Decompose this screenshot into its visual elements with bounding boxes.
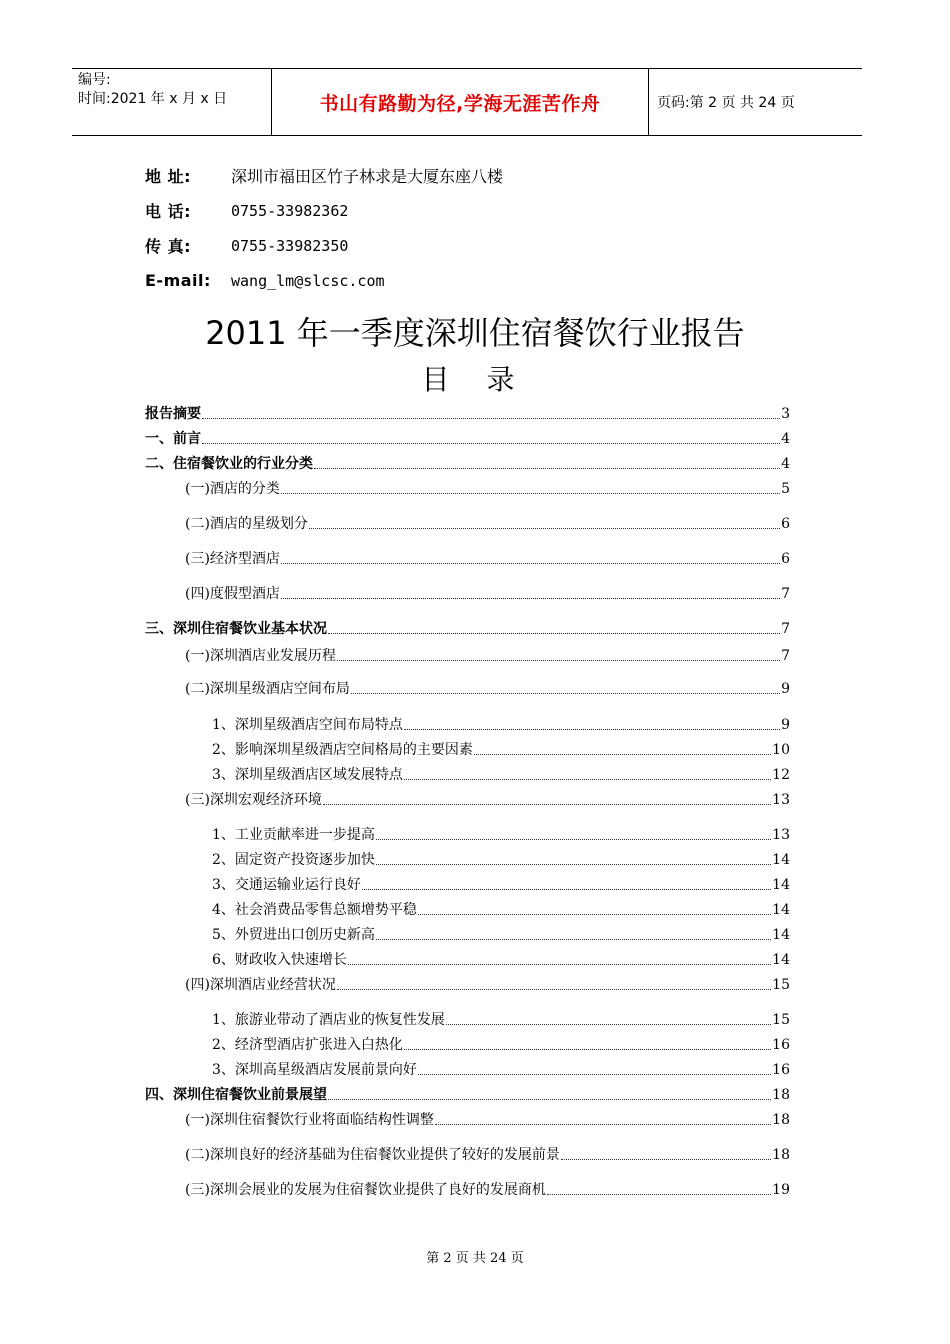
toc-entry-title: (一)酒店的分类 xyxy=(185,481,280,497)
toc-entry[interactable] xyxy=(185,1110,790,1130)
toc-entry[interactable] xyxy=(185,549,790,569)
toc-entry[interactable] xyxy=(212,1035,790,1055)
toc-entry-title: 3、交通运输业运行良好 xyxy=(212,877,361,893)
toc-entry[interactable] xyxy=(185,584,790,604)
toc-entry[interactable] xyxy=(212,875,790,895)
toc-entry-page: 14 xyxy=(772,927,790,943)
toc-entry-title: 5、外贸进出口创历史新高 xyxy=(212,927,375,943)
toc-entry-title: (一)深圳酒店业发展历程 xyxy=(185,648,336,664)
contact-block xyxy=(145,158,503,298)
toc-entry-page: 5 xyxy=(781,481,790,497)
toc-entry-title: 1、旅游业带动了酒店业的恢复性发展 xyxy=(212,1012,445,1028)
toc-entry[interactable] xyxy=(185,975,790,995)
toc-dot-leader xyxy=(446,1024,771,1025)
toc-entry-title: 一、前言 xyxy=(145,431,201,447)
toc-dot-leader xyxy=(418,914,771,915)
document-number-label: 编号: xyxy=(78,72,111,88)
toc-entry-title: 2、影响深圳星级酒店空间格局的主要因素 xyxy=(212,742,473,758)
address-value: 深圳市福田区竹子林求是大厦东座八楼 xyxy=(231,167,504,186)
toc-dot-leader xyxy=(202,418,780,419)
header-motto: 书山有路勤为径,学海无涯苦作舟 xyxy=(272,69,649,135)
fax-value: 0755-33982350 xyxy=(231,236,349,255)
toc-entry[interactable] xyxy=(212,825,790,845)
toc-entry-page: 19 xyxy=(772,1182,790,1198)
toc-entry[interactable] xyxy=(145,429,790,449)
toc-entry-title: (二)深圳星级酒店空间布局 xyxy=(185,681,350,697)
toc-entry[interactable] xyxy=(185,514,790,534)
page-footer: 第 2 页 共 24 页 xyxy=(426,1251,524,1266)
toc-entry-page: 7 xyxy=(781,648,790,664)
contact-fax xyxy=(145,228,503,263)
toc-entry-title: 2、固定资产投资逐步加快 xyxy=(212,852,375,868)
toc-dot-leader xyxy=(561,1159,771,1160)
toc-dot-leader xyxy=(337,989,771,990)
toc-entry[interactable] xyxy=(185,1145,790,1165)
toc-entry[interactable] xyxy=(145,404,790,424)
toc-dot-leader xyxy=(404,729,780,730)
toc-entry[interactable] xyxy=(145,1085,790,1105)
toc-dot-leader xyxy=(404,1049,771,1050)
toc-entry-page: 14 xyxy=(772,852,790,868)
toc-dot-leader xyxy=(281,493,780,494)
report-title: 2011 年一季度深圳住宿餐饮行业报告 xyxy=(205,314,745,352)
email-label: E-mail: xyxy=(145,271,211,290)
toc-dot-leader xyxy=(474,754,771,755)
toc-entry[interactable] xyxy=(212,740,790,760)
toc-entry-page: 3 xyxy=(781,406,790,422)
toc-entry-page: 15 xyxy=(772,1012,790,1028)
address-label: 地 址: xyxy=(145,167,191,186)
toc-entry-page: 18 xyxy=(772,1112,790,1128)
toc-entry-page: 18 xyxy=(772,1147,790,1163)
toc-entry[interactable] xyxy=(145,619,790,639)
toc-dot-leader xyxy=(309,528,780,529)
header-meta xyxy=(72,69,272,135)
toc-dot-leader xyxy=(404,779,771,780)
email-value: wang_lm@slcsc.com xyxy=(231,271,385,290)
toc-entry-title: 二、住宿餐饮业的行业分类 xyxy=(145,456,313,472)
toc-dot-leader xyxy=(328,1099,771,1100)
toc-entry-title: 报告摘要 xyxy=(145,406,201,422)
toc-entry-title: 1、工业贡献率进一步提高 xyxy=(212,827,375,843)
toc-entry-title: 2、经济型酒店扩张进入白热化 xyxy=(212,1037,403,1053)
toc-entry[interactable] xyxy=(212,765,790,785)
phone-label: 电 话: xyxy=(145,202,191,221)
toc-entry-page: 7 xyxy=(781,586,790,602)
toc-dot-leader xyxy=(376,864,771,865)
toc-entry-title: (二)深圳良好的经济基础为住宿餐饮业提供了较好的发展前景 xyxy=(185,1147,560,1163)
toc-dot-leader xyxy=(351,693,780,694)
toc-entry-title: 1、深圳星级酒店空间布局特点 xyxy=(212,717,403,733)
contact-email xyxy=(145,263,503,298)
contact-address xyxy=(145,158,503,193)
toc-entry[interactable] xyxy=(212,900,790,920)
toc-entry-title: (三)深圳会展业的发展为住宿餐饮业提供了良好的发展商机 xyxy=(185,1182,546,1198)
toc-entry[interactable] xyxy=(185,646,790,666)
toc-dot-leader xyxy=(547,1194,771,1195)
toc-entry[interactable] xyxy=(212,715,790,735)
contact-phone xyxy=(145,193,503,228)
toc-entry-title: (三)深圳宏观经济环境 xyxy=(185,792,322,808)
toc-entry[interactable] xyxy=(185,679,790,699)
toc-dot-leader xyxy=(314,468,780,469)
toc-entry-page: 6 xyxy=(781,516,790,532)
toc-entry[interactable] xyxy=(185,1180,790,1200)
fax-label: 传 真: xyxy=(145,237,191,256)
toc-entry-page: 7 xyxy=(781,621,790,637)
toc-entry-page: 18 xyxy=(772,1087,790,1103)
toc-dot-leader xyxy=(376,839,771,840)
toc-entry-title: 三、深圳住宿餐饮业基本状况 xyxy=(145,621,327,637)
toc-dot-leader xyxy=(348,964,771,965)
toc-entry[interactable] xyxy=(212,925,790,945)
toc-entry-title: (一)深圳住宿餐饮行业将面临结构性调整 xyxy=(185,1112,434,1128)
toc-entry-page: 15 xyxy=(772,977,790,993)
toc-entry-page: 9 xyxy=(781,681,790,697)
toc-dot-leader xyxy=(281,598,780,599)
toc-entry-title: 3、深圳高星级酒店发展前景向好 xyxy=(212,1062,417,1078)
toc-entry[interactable] xyxy=(212,1010,790,1030)
toc-entry-title: 3、深圳星级酒店区域发展特点 xyxy=(212,767,403,783)
toc-dot-leader xyxy=(323,804,771,805)
toc-entry[interactable] xyxy=(185,479,790,499)
toc-dot-leader xyxy=(418,1074,771,1075)
toc-entry[interactable] xyxy=(145,454,790,474)
header-page-label: 页码:第 2 页 共 24 页 xyxy=(657,95,795,111)
toc-entry-page: 13 xyxy=(772,792,790,808)
toc-entry[interactable] xyxy=(185,790,790,810)
toc-entry-page: 14 xyxy=(772,952,790,968)
toc-entry-title: 4、社会消费品零售总额增势平稳 xyxy=(212,902,417,918)
page-header xyxy=(72,68,862,136)
phone-value: 0755-33982362 xyxy=(231,201,349,220)
toc-dot-leader xyxy=(376,939,771,940)
toc-entry-page: 4 xyxy=(781,456,790,472)
toc-entry-title: (三)经济型酒店 xyxy=(185,551,280,567)
toc-entry-page: 6 xyxy=(781,551,790,567)
toc-entry-title: (四)深圳酒店业经营状况 xyxy=(185,977,336,993)
toc-entry[interactable] xyxy=(212,950,790,970)
toc-entry[interactable] xyxy=(212,1060,790,1080)
toc-dot-leader xyxy=(202,443,780,444)
toc-entry-page: 10 xyxy=(772,742,790,758)
toc-entry-title: 四、深圳住宿餐饮业前景展望 xyxy=(145,1087,327,1103)
toc-entry-page: 13 xyxy=(772,827,790,843)
toc-entry-page: 16 xyxy=(772,1037,790,1053)
toc-entry-page: 9 xyxy=(781,717,790,733)
toc-entry[interactable] xyxy=(212,850,790,870)
toc-entry-page: 16 xyxy=(772,1062,790,1078)
toc-dot-leader xyxy=(281,563,780,564)
toc-entry-page: 4 xyxy=(781,431,790,447)
toc-dot-leader xyxy=(435,1124,771,1125)
toc-entry-page: 14 xyxy=(772,877,790,893)
toc-dot-leader xyxy=(337,660,780,661)
toc-dot-leader xyxy=(328,633,780,634)
toc-dot-leader xyxy=(362,889,771,890)
toc-entry-title: 6、财政收入快速增长 xyxy=(212,952,347,968)
toc-entry-title: (二)酒店的星级划分 xyxy=(185,516,308,532)
toc-entry-page: 12 xyxy=(772,767,790,783)
toc-heading: 目 录 xyxy=(421,363,529,396)
toc-entry-page: 14 xyxy=(772,902,790,918)
toc-entry-title: (四)度假型酒店 xyxy=(185,586,280,602)
document-time-label: 时间:2021 年 x 月 x 日 xyxy=(78,91,228,107)
